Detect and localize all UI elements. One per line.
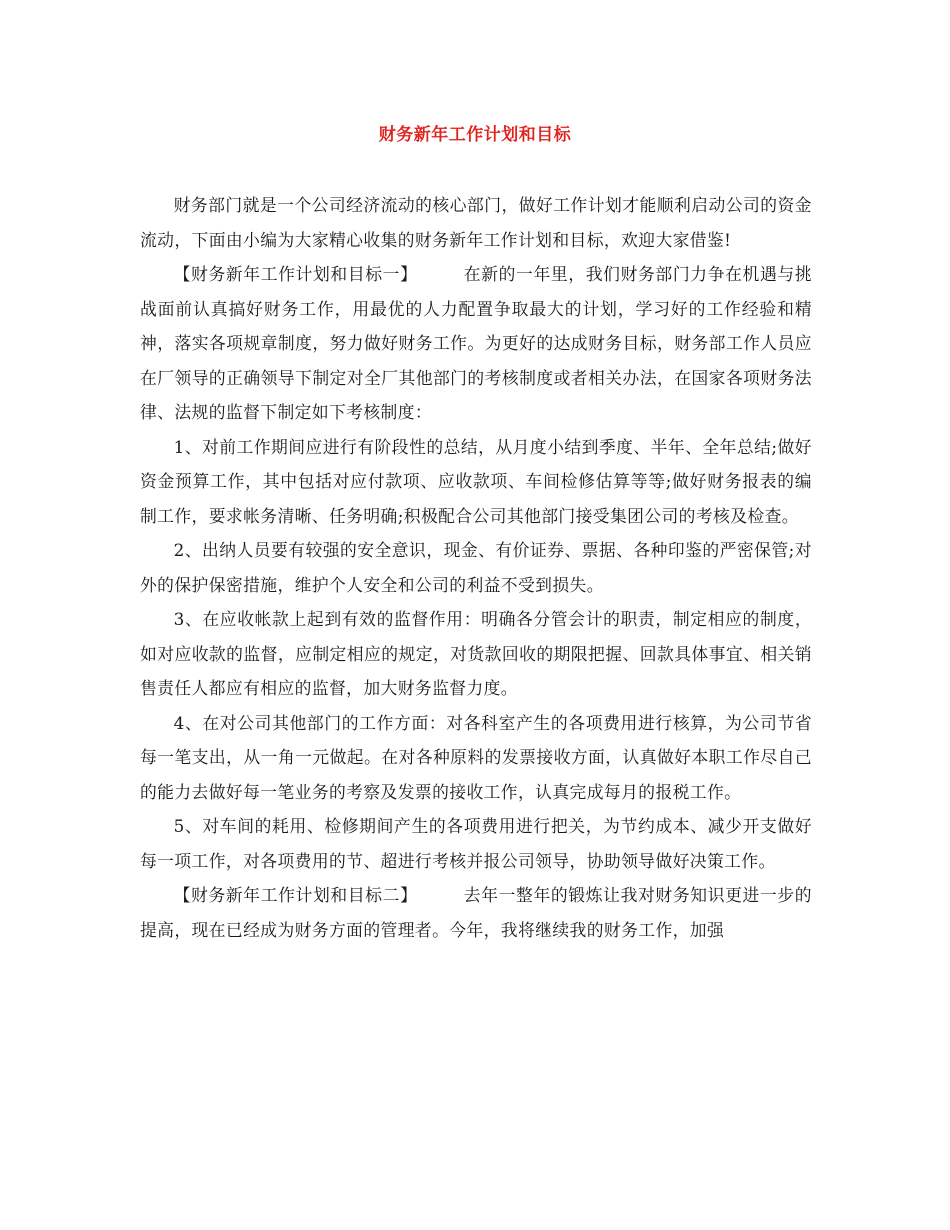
section1-paragraph (140, 257, 812, 430)
section2-paragraph (140, 878, 812, 947)
section2-heading: 【财务新年工作计划和目标二】 (173, 885, 418, 905)
document-body (140, 188, 812, 947)
section2-text: 去年一整年的锻炼让我对财务知识更进一步的提高，现在已经成为财务方面的管理者。今年，我将继续我的财务工作，加强 (140, 885, 812, 940)
document-title: 财务新年工作计划和目标 (378, 125, 572, 145)
section1-heading: 【财务新年工作计划和目标一】 (173, 264, 418, 284)
list-item-5: 5、对车间的耗用、检修期间产生的各项费用进行把关，为节约成本、减少开支做好每一项工作，对各项费用的节、超进行考核并报公司领导，协助领导做好决策工作。 (140, 816, 812, 871)
list-item-4: 4、在对公司其他部门的工作方面：对各科室产生的各项费用进行核算，为公司节省每一笔支出，从一角一元做起。在对各种原料的发票接收方面，认真做好本职工作尽自己的能力去做好每一笔业务的考察及发票的接收工作，认真完成每月的报税工作。 (140, 712, 812, 802)
intro-paragraph: 财务部门就是一个公司经济流动的核心部门，做好工作计划才能顺利启动公司的资金流动，下面由小编为大家精心收集的财务新年工作计划和目标，欢迎大家借鉴! (140, 195, 812, 250)
section1-text: 在新的一年里，我们财务部门力争在机遇与挑战面前认真搞好财务工作，用最优的人力配置争取最大的计划，学习好的工作经验和精神，落实各项规章制度，努力做好财务工作。为更好的达成财务目标，财务部工作人员应在厂领导的正确领导下制定对全厂其他部门的考核制度或者相关办法，在国家各项财务法律、法规的监督下制定如下考核制度： (140, 264, 812, 422)
list-item-1: 1、对前工作期间应进行有阶段性的总结，从月度小结到季度、半年、全年总结;做好资金预算工作，其中包括对应付款项、应收款项、车间检修估算等等;做好财务报表的编制工作，要求帐务清晰、任务明确;积极配合公司其他部门接受集团公司的考核及检查。 (140, 436, 812, 526)
list-item-2: 2、出纳人员要有较强的安全意识，现金、有价证券、票据、各种印鉴的严密保管;对外的保护保密措施，维护个人安全和公司的利益不受到损失。 (140, 540, 812, 595)
list-item-3: 3、在应收帐款上起到有效的监督作用：明确各分管会计的职责，制定相应的制度，如对应收款的监督，应制定相应的规定，对货款回收的期限把握、回款具体事宜、相关销售责任人都应有相应的监督，加大财务监督力度。 (140, 609, 812, 698)
